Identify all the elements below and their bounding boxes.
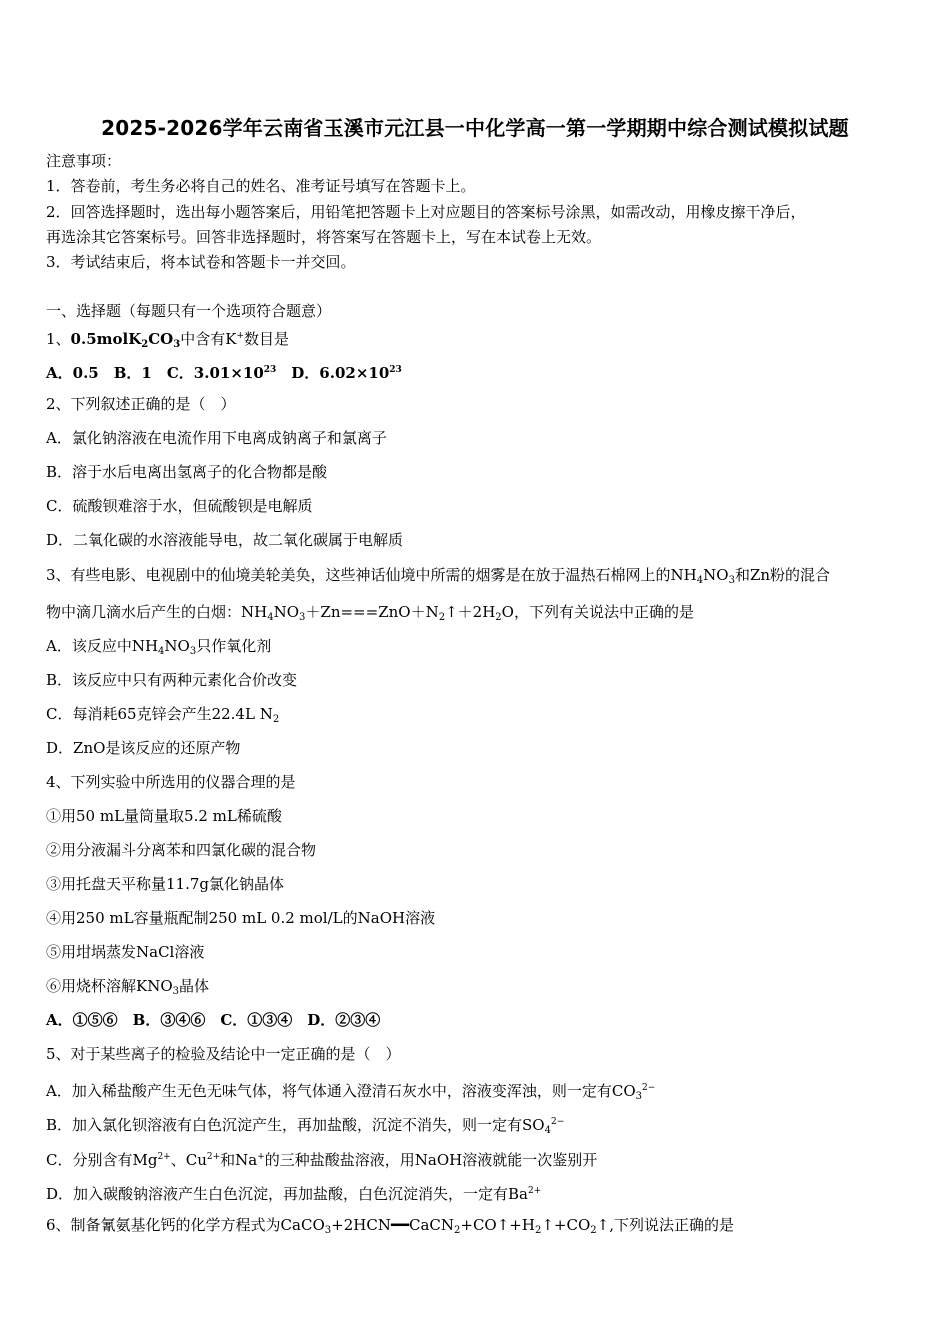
question-4-item-3: ③用托盘天平称量11.7g氯化钠晶体 [46,875,285,893]
question-4-item-5: ⑤用坩埚蒸发NaCl溶液 [46,943,205,961]
question-4-item-1: ①用50 mL量筒量取5.2 mL稀硫酸 [46,807,282,825]
question-2-option-b: B．溶于水后电离出氢离子的化合物都是酸 [46,463,328,481]
question-5-stem: 5、对于某些离子的检验及结论中一定正确的是（ ） [46,1045,401,1063]
question-5-option-a: A．加入稀盐酸产生无色无味气体，将气体通入澄清石灰水中，溶液变浑浊，则一定有$CO_3^{2-}$ [46,1082,656,1102]
notice-item-2: 2．回答选择题时，选出每小题答案后，用铅笔把答题卡上对应题目的答案标号涂黑，如需改动，用橡皮擦干净后， [46,203,806,221]
question-3-option-d: D．ZnO是该反应的还原产物 [46,739,241,757]
question-3-option-a: A．该反应中$NH_4NO_3$只作氧化剂 [46,637,272,657]
question-2-option-d: D．二氧化碳的水溶液能导电，故二氧化碳属于电解质 [46,531,404,549]
question-2-stem: 2、下列叙述正确的是（ ） [46,395,236,413]
question-4-item-6: ⑥用烧杯溶解$KNO_3$晶体 [46,977,210,997]
question-1-stem: 1、$0.5molK_2CO_3$中含有K+数目是 [46,330,289,350]
question-3-option-b: B．该反应中只有两种元素化合价改变 [46,671,298,689]
section-heading: 一、选择题（每题只有一个选项符合题意） [46,302,332,320]
question-6-stem: 6、制备氰氨基化钙的化学方程式为$CaCO_3+2HCN━━CaCN_2+CO↑+H_2↑+CO_2↑$,下列说法正确的是 [46,1216,734,1236]
page-title: 2025-2026学年云南省玉溪市元江县一中化学高一第一学期期中综合测试模拟试题 [101,116,849,140]
question-2-option-a: A．氯化钠溶液在电流作用下电离成钠离子和氯离子 [46,429,387,447]
notice-item-3: 3．考试结束后，将本试卷和答题卡一并交回。 [46,253,356,271]
question-4-item-2: ②用分液漏斗分离苯和四氯化碳的混合物 [46,841,317,859]
question-4-item-4: ④用250 mL容量瓶配制250 mL 0.2 mol/L的NaOH溶液 [46,909,436,927]
question-3-option-c: C．每消耗65克锌会产生22.4L $N_2$ [46,705,280,725]
question-5-option-b: B．加入氯化钡溶液有白色沉淀产生，再加盐酸，沉淀不消失，则一定有$SO_4^{2-}$ [46,1116,565,1136]
question-5-option-d: D．加入碳酸钠溶液产生白色沉淀，再加盐酸，白色沉淀消失，一定有$Ba^{2+}$ [46,1185,542,1203]
question-4-options: A．①⑤⑥ B．③④⑥ C．①③④ D．②③④ [46,1011,381,1029]
question-2-option-c: C．硫酸钡难溶于水，但硫酸钡是电解质 [46,497,313,515]
notice-item-1: 1．答卷前，考生务必将自己的姓名、准考证号填写在答题卡上。 [46,177,476,195]
question-3-stem-line-1: 3、有些电影、电视剧中的仙境美轮美奂，这些神话仙境中所需的烟雾是在放于温热石棉网上的$NH_4NO_3$和Zn粉的混合 [46,566,831,586]
question-4-stem: 4、下列实验中所选用的仪器合理的是 [46,773,296,791]
notice-heading: 注意事项： [46,152,122,170]
question-1-options: A．0.5 B．1 C．$3.01\times 10^{23}$ D．$6.02\times 10^{23}$ [46,364,402,382]
question-5-option-c: C．分别含有$Mg^{2+}$、$Cu^{2+}$和Na+的三种盐酸盐溶液，用NaOH溶液就能一次鉴别开 [46,1151,598,1169]
question-3-stem-line-2: 物中滴几滴水后产生的白烟：$NH_4NO_3+Zn===ZnO+N_2↑+2H_2O$，下列有关说法中正确的是 [46,603,694,623]
notice-item-2-cont: 再选涂其它答案标号。回答非选择题时，将答案写在答题卡上，写在本试卷上无效。 [46,228,602,246]
